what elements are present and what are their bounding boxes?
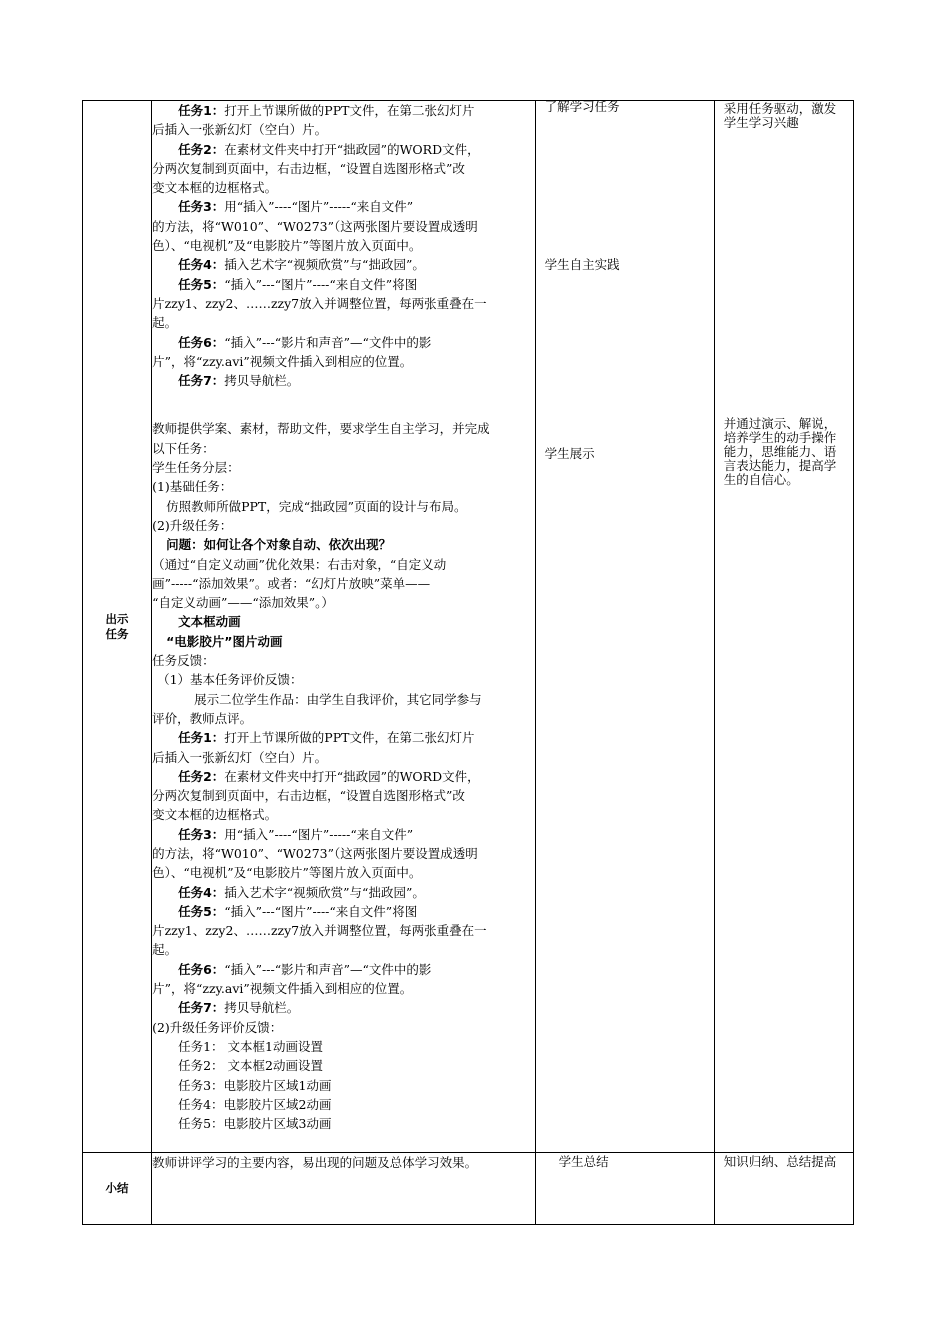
- bold-label: 问题：如何让各个对象自动、依次出现？: [166, 537, 392, 553]
- text-line: [152, 140, 534, 159]
- text-line: [152, 313, 534, 332]
- text-line: [152, 844, 534, 863]
- bold-label: 任务6：: [178, 334, 225, 350]
- line-text: 以下任务：: [152, 440, 215, 456]
- line-text: “自定义动画”——“添加效果”。）: [152, 595, 334, 611]
- line-text: 的方法，将“W010”、“W0273”（这两张图片要设置成透明: [152, 845, 478, 861]
- text-line: [152, 516, 534, 535]
- line-text: 学生任务分层：: [152, 460, 240, 476]
- student-activity-2: 学生自主实践: [544, 257, 620, 272]
- spacer: [152, 390, 534, 419]
- line-text: 任务4：电影胶片区域2动画: [178, 1096, 332, 1112]
- line-text: 插入艺术字“视频欣赏”与“拙政园”。: [224, 884, 425, 900]
- line-text: 起。: [152, 315, 178, 331]
- line-text: 画”-----“添加效果”。或者：“幻灯片放映”菜单——: [152, 575, 431, 591]
- text-line: [152, 1018, 534, 1037]
- line-text: (1)基础任务：: [152, 479, 233, 495]
- line-text: 展示二位学生作品：由学生自我评价，其它同学参与: [194, 691, 482, 707]
- text-line: [152, 120, 534, 139]
- line-text: （通过“自定义动画”优化效果：右击对象，“自定义动: [152, 556, 447, 572]
- line-text: 用“插入”----“图片”-----“来自文件”: [224, 826, 414, 842]
- text-line: [152, 1114, 534, 1133]
- line-text: 色）、“电视机”及“电影胶片”等图片放入页面中。: [152, 865, 422, 881]
- text-line: [152, 275, 534, 294]
- bold-label: 任务3：: [178, 826, 225, 842]
- line-text: 的方法，将“W010”、“W0273”（这两张图片要设置成透明: [152, 218, 478, 234]
- bold-label: 任务4：: [178, 257, 225, 273]
- line-text: 任务5：电影胶片区域3动画: [178, 1116, 332, 1132]
- line-text: 分两次复制到页面中，右击边框，“设置自选图形格式”改: [152, 160, 465, 176]
- line-text: “插入”---“影片和声音”—“文件中的影: [224, 334, 432, 350]
- bold-label: 任务5：: [178, 276, 225, 292]
- line-text: 仿照教师所做PPT，完成“拙政园”页面的设计与布局。: [166, 498, 467, 514]
- text-line: [152, 1095, 534, 1114]
- text-line: [152, 593, 534, 612]
- student-activity-3: 学生展示: [544, 446, 595, 461]
- student-activity-cell: [535, 101, 714, 1153]
- line-text: 用“插入”----“图片”-----“来自文件”: [224, 199, 414, 215]
- text-line: [152, 333, 534, 352]
- table-row-summary: [83, 1153, 854, 1225]
- line-text: 片zzy1、zzy2、……zzy7放入并调整位置，每两张重叠在一: [152, 923, 487, 939]
- text-line: [152, 197, 534, 216]
- label-line: 任务: [105, 626, 129, 641]
- text-line: [152, 255, 534, 274]
- design-intent-1: 采用任务驱动，激发学生学习兴趣: [723, 101, 837, 130]
- line-text: 起。: [152, 942, 178, 958]
- design-intent-cell: [714, 101, 853, 1153]
- text-line: [152, 883, 534, 902]
- row-label-task-text: [83, 612, 151, 642]
- label-line: 出示: [105, 611, 129, 626]
- text-line: [152, 979, 534, 998]
- row-label-summary: 小结: [83, 1153, 152, 1225]
- text-line: [152, 236, 534, 255]
- text-line: [152, 555, 534, 574]
- text-line: [152, 748, 534, 767]
- lesson-plan-table: [82, 100, 854, 1225]
- line-text: (2)升级任务评价反馈：: [152, 1019, 283, 1035]
- line-text: 任务2： 文本框2动画设置: [178, 1058, 323, 1074]
- bold-label: 任务7：: [178, 373, 225, 389]
- text-line: [152, 767, 534, 786]
- line-text: 打开上节课所做的PPT文件，在第二张幻灯片: [224, 103, 475, 118]
- text-line: [152, 728, 534, 747]
- line-text: “插入”---“图片”----“来自文件”将图: [224, 903, 418, 919]
- bold-label: 任务3：: [178, 199, 225, 215]
- text-line: [152, 101, 534, 120]
- text-line: [152, 497, 534, 516]
- line-text: 在素材文件夹中打开“拙政园”的WORD文件，: [224, 768, 480, 784]
- text-line: [152, 786, 534, 805]
- bold-label: 任务2：: [178, 768, 225, 784]
- line-text: 变文本框的边框格式。: [152, 807, 278, 823]
- line-text: (2)升级任务：: [152, 517, 233, 533]
- text-line: [152, 1056, 534, 1075]
- bold-label: 任务5：: [178, 903, 225, 919]
- summary-intent-text: 知识归纳、总结提高: [723, 1154, 837, 1169]
- text-line: [152, 535, 534, 554]
- bold-label: 任务1：: [178, 730, 225, 746]
- text-line: [152, 921, 534, 940]
- text-line: [152, 458, 534, 477]
- text-line: [152, 863, 534, 882]
- bold-label: 任务1：: [178, 103, 225, 118]
- text-line: [152, 371, 534, 390]
- line-text: 后插入一张新幻灯（空白）片。: [152, 749, 328, 765]
- bold-label: 文本框动画: [178, 614, 241, 630]
- bold-label: 任务4：: [178, 884, 225, 900]
- text-line: [152, 709, 534, 728]
- line-text: 在素材文件夹中打开“拙政园”的WORD文件，: [224, 141, 480, 157]
- student-activity-1: 了解学习任务: [544, 99, 620, 114]
- text-line: [152, 690, 534, 709]
- line-text: 任务反馈：: [152, 653, 215, 669]
- text-line: [152, 574, 534, 593]
- text-line: [152, 805, 534, 824]
- line-text: 分两次复制到页面中，右击边框，“设置自选图形格式”改: [152, 788, 465, 804]
- line-text: （1）基本任务评价反馈：: [157, 672, 303, 688]
- line-text: 插入艺术字“视频欣赏”与“拙政园”。: [224, 257, 425, 273]
- line-text: 评价，教师点评。: [152, 710, 253, 726]
- text-line: [152, 439, 534, 458]
- line-text: 变文本框的边框格式。: [152, 180, 278, 196]
- text-line: [152, 352, 534, 371]
- text-line: [152, 477, 534, 496]
- line-text: 拷贝导航栏。: [224, 373, 300, 389]
- text-line: [152, 419, 534, 438]
- task-list-top: [152, 101, 534, 390]
- design-intent-2: 并通过演示、解说，培养学生的动手操作能力，思维能力、语言表达能力，提高学生的自信心。: [723, 416, 837, 487]
- summary-student-text: 学生总结: [558, 1154, 609, 1169]
- text-line: [152, 998, 534, 1017]
- text-line: [152, 1037, 534, 1056]
- text-line: [152, 1076, 534, 1095]
- text-line: [152, 178, 534, 197]
- bold-label: 任务2：: [178, 141, 225, 157]
- text-line: [152, 217, 534, 236]
- text-line: [152, 960, 534, 979]
- line-text: 任务3：电影胶片区域1动画: [178, 1077, 332, 1093]
- text-line: [152, 902, 534, 921]
- line-text: 拷贝导航栏。: [224, 1000, 300, 1016]
- summary-student-cell: [535, 1153, 714, 1225]
- line-text: 打开上节课所做的PPT文件，在第二张幻灯片: [224, 730, 475, 746]
- summary-intent-cell: [714, 1153, 853, 1225]
- text-line: [152, 632, 534, 651]
- line-text: 后插入一张新幻灯（空白）片。: [152, 122, 328, 138]
- text-line: [152, 612, 534, 631]
- bold-label: 任务6：: [178, 961, 225, 977]
- row-label-task: [83, 101, 152, 1153]
- text-line: [152, 159, 534, 178]
- bold-label: “电影胶片”图片动画: [166, 633, 283, 649]
- line-text: 任务1： 文本框1动画设置: [178, 1038, 323, 1054]
- text-line: [152, 651, 534, 670]
- task-list-main: [152, 419, 534, 1133]
- text-line: [152, 940, 534, 959]
- line-text: “插入”---“图片”----“来自文件”将图: [224, 276, 418, 292]
- table-row-task: [83, 101, 854, 1153]
- task-content-cell: [152, 101, 535, 1153]
- line-text: “插入”---“影片和声音”—“文件中的影: [224, 961, 432, 977]
- summary-text: 教师讲评学习的主要内容，易出现的问题及总体学习效果。: [152, 1155, 478, 1170]
- text-line: [152, 825, 534, 844]
- line-text: 片zzy1、zzy2、……zzy7放入并调整位置，每两张重叠在一: [152, 295, 487, 311]
- text-line: [152, 294, 534, 313]
- summary-content-cell: [152, 1153, 535, 1225]
- line-text: 色）、“电视机”及“电影胶片”等图片放入页面中。: [152, 238, 422, 254]
- text-line: [152, 670, 534, 689]
- bold-label: 任务7：: [178, 1000, 225, 1016]
- line-text: 片”，将“zzy.avi”视频文件插入到相应的位置。: [152, 981, 413, 997]
- line-text: 教师提供学案、素材，帮助文件，要求学生自主学习，并完成: [152, 421, 490, 437]
- line-text: 片”，将“zzy.avi”视频文件插入到相应的位置。: [152, 353, 413, 369]
